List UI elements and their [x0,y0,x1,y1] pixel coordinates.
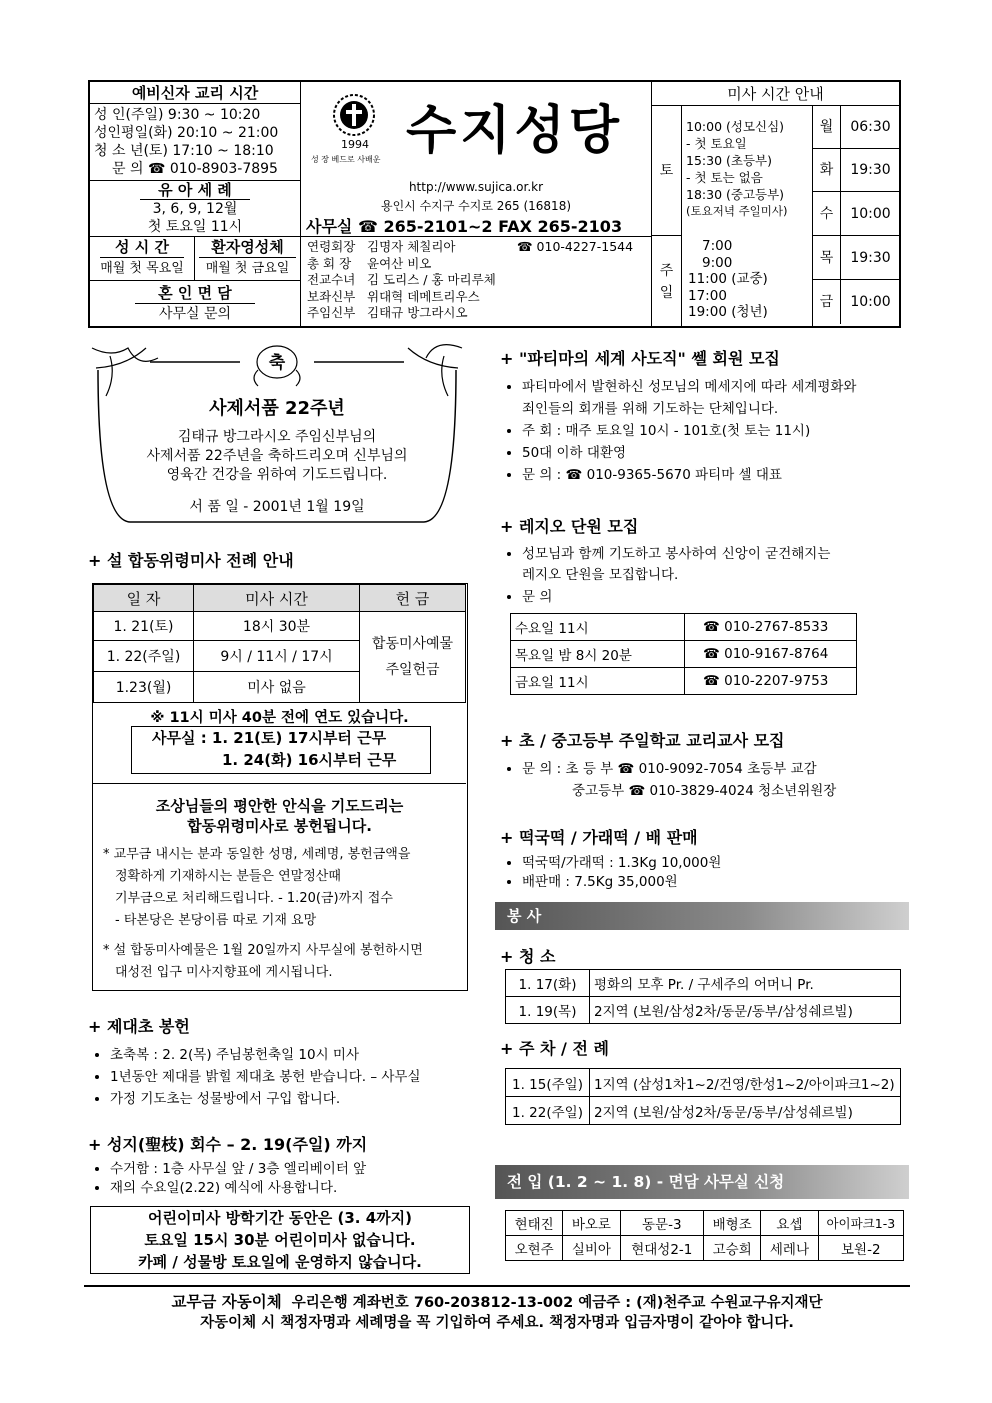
memorial-box-title: 조상님들의 평안한 안식을 기도드리는 합동위령미사로 봉헌됩니다. [155,797,404,835]
footer: 교무금 자동이체 우리은행 계좌번호 760-203812-13-002 예금주 : (재)천주교 수원교구유지재단 자동이체 시 책정자명과 세례명을 꼭 기입하여 주세요. 책정자명과 입금자명이 같아야 합니다. [171,1293,823,1331]
list-item: • 파티마에서 발현하신 성모님의 메세지에 따라 세계평화와 [522,376,910,398]
list-item: • 재의 수요일(2.22) 예식에 사용합니다. [110,1179,478,1198]
parish-address: 용인시 수지구 수지로 265 (16818) [380,199,572,213]
candle-list [88,1044,478,1110]
cross-logo-icon [331,92,377,138]
teachers-list [500,758,910,802]
catechism-line: 청 소 년(토) 17:10 ~ 18:10 [94,143,274,159]
staff-row: 보좌신부 위대혁 데메트리우스 [307,288,480,304]
confession-title: 성 시 간 [100,237,184,258]
staff-list [301,236,651,326]
list-item: • 1년동안 제대를 밝힐 제대초 봉헌 받습니다. – 사무실 [110,1066,478,1088]
parish-url: http://www.sujica.or.kr [408,180,544,194]
cleaning-table [505,969,901,1024]
list-item: 중고등부 ☎ 010-3829-4024 청소년위원장 [572,783,837,799]
infant-baptism [90,180,300,236]
catechism-times [90,104,300,180]
parking-title: + 주 차 / 전 례 [500,1039,609,1058]
fatima-list [500,376,910,486]
marriage-title: 혼 인 면 담 [135,283,255,304]
marriage-when: 사무실 문의 [158,306,232,322]
weekday-times [812,106,900,326]
list-item: • 문 의 : 초 등 부 ☎ 010-9092-7054 초등부 교감 [522,758,910,780]
infant-baptism-months: 3, 6, 9, 12월 [152,201,238,217]
logo-caption: 성 장 베드로 사배운 [311,155,381,164]
teachers-title: + 초 / 중고등부 주일학교 교리교사 모집 [500,731,785,750]
table-row: 현태진 바오로 동문-3 배형조 요셉 아이파크1-3 [506,1211,904,1236]
palm-title: + 성지(聖枝) 회수 – 2. 19(주일) 까지 [88,1135,368,1154]
staff-row: 총 회 장 윤여산 비오 [307,255,432,271]
table-row: 1. 17(화) 평화의 모후 Pr. / 구세주의 어머니 Pr. [506,970,901,997]
mass-title: 미사 시간 안내 [652,82,899,106]
celebration-badge: 축 [268,353,286,373]
cleaning-title: + 청 소 [500,947,556,966]
list-item: 레지오 단원을 모집합니다. [522,567,679,583]
service-bar: 봉 사 [495,902,909,930]
infant-baptism-when: 첫 토요일 11시 [147,219,243,235]
table-row: 1. 15(주일) 1지역 (삼성1차1~2/건영/한성1~2/아이파크1~2) [506,1069,901,1097]
confession-when: 매월 첫 목요일 [100,261,184,276]
list-item: • 수거함 : 1층 사무실 앞 / 3층 엘리베이터 앞 [110,1160,478,1179]
table-row: 수요일 11시 ☎ 010-2767-8533 [511,614,857,641]
vacation-notice: 어린이미사 방학기간 동안은 (3. 4까지) 토요일 15시 30분 어린이미사 없습니다. 카페 / 성물방 토요일에 운영하지 않습니다. [90,1206,470,1274]
table-row: 목요일 밤 8시 20분 ☎ 010-9167-8764 [511,641,857,668]
bulletin-header [88,80,901,328]
list-item: • 성모님과 함께 기도하고 봉사하여 신앙이 굳건해지는 [522,544,910,565]
catechism-line: 성 인(주일) 9:30 ~ 10:20 [94,107,261,123]
logo-year: 1994 [341,138,369,151]
memorial-box-notes: * 교무금 내시는 분과 동일한 성명, 세례명, 봉헌금액을 정확하게 기재하시는 분들은 연말정산때 기부금으로 처리해드립니다. - 1.20(금)까지 접수 - 타본당은 본당이름 따로 기재 요망 * 설 합동미사예물은 1월 20일까지 사무실에 봉헌하시면 대성전 입구 미사지향표에 게시됩니다. [103,847,423,980]
office-hours-box: 사무실 : 1. 21(토) 17시부터 근무 1. 24(화) 16시부터 근무 [131,726,431,774]
confession-sick-row [90,236,300,280]
table-row: 금요일 11시 ☎ 010-2207-9753 [511,668,857,695]
sick-anointing-when: 매월 첫 금요일 [205,261,290,276]
footer-rule [84,1285,910,1287]
move-in-table [505,1210,904,1261]
legio-table [510,613,857,695]
ricecake-list [500,854,910,892]
list-item: • 배판매 : 7.5Kg 35,000원 [522,873,910,892]
marriage [90,280,300,324]
table-row: 오현주 실비아 현대성2-1 고승희 세레나 보원-2 [506,1236,904,1261]
palm-list [88,1160,478,1198]
catechism-line: 성인평일(화) 20:10 ~ 21:00 [94,125,279,141]
weekday-row: 화 19:30 [813,149,900,192]
list-item: • 문 의 [522,586,910,608]
weekday-row: 월 06:30 [813,106,900,149]
ordination-date: 서 품 일 - 2001년 1월 19일 [189,499,365,515]
anniversary-title: 사제서품 22주년 [209,398,345,419]
candle-title: + 제대초 봉헌 [88,1017,190,1036]
table-row: 1. 21(토) 18시 30분 합동미사예물 주일헌금 [94,612,466,641]
confession [90,237,195,280]
anniversary-card [90,340,464,530]
sick-anointing [195,237,300,280]
list-item: • 가정 기도초는 성물방에서 구입 합니다. [110,1088,478,1110]
table-row: 1. 22(주일) 2지역 (보원/삼성2차/동문/동부/삼성쉐르빌) [506,1097,901,1125]
fatima-title: + "파티마의 세계 사도직" 쎌 회원 모집 [500,349,780,368]
mass-times [651,82,899,326]
catechism-title: 예비신자 교리 시간 [90,82,300,104]
parish-logo [331,92,377,138]
office-phone: 사무실 ☎ 265-2101~2 FAX 265-2103 [306,217,623,236]
legio-list [500,544,910,608]
memorial-note: ※ 11시 미사 40분 전에 연도 있습니다. [150,710,409,726]
list-item: • 50대 이하 대환영 [522,442,910,464]
seol-mass-title: + 설 합동위령미사 전례 안내 [88,551,294,570]
infant-baptism-title: 유 아 세 례 [140,181,250,200]
weekday-row: 금 10:00 [813,280,900,324]
list-item: • 문 의 : ☎ 010-9365-5670 파티마 셀 대표 [522,464,910,486]
saturday-times: 10:00 (성모신심) - 첫 토요일 15:30 (초등부) - 첫 토는 없음 18:30 (중고등부) (토요저녁 주일미사) [686,119,788,218]
sunday-label: 주 일 [652,236,682,326]
table-row: 1.23(월) 미사 없음 [94,672,466,703]
staff-row: 전교수녀 김 도리스 / 홍 마리루체 [307,272,496,287]
list-item: 죄인들의 회개를 위해 기도하는 단체입니다. [522,401,779,417]
weekday-row: 수 10:00 [813,192,900,236]
anniversary-body: 김태규 방그라시오 주임신부님의 사제서품 22주년을 축하드리오며 신부님의 영육간 건강을 위하여 기도드립니다. [146,429,408,483]
catechism-phone: 문 의 ☎ 010-8903-7895 [112,161,278,177]
sick-anointing-title: 환자영성체 [199,237,296,258]
list-item: • 떡국떡/가래떡 : 1.3Kg 10,000원 [522,854,910,873]
parking-table [505,1068,901,1125]
parish-name: 수지성당 [406,101,623,161]
staff-row: 주임신부 김태규 방그라시오 [307,305,468,320]
sunday-times: 7:00 9:00 11:00 (교중) 17:00 19:00 (청년) [688,238,768,320]
table-row: 1. 19(목) 2지역 (보원/삼성2차/동문/동부/삼성쉐르빌) [506,997,901,1024]
info-left-block [90,82,301,326]
ricecake-title: + 떡국떡 / 가래떡 / 배 판매 [500,828,698,847]
weekday-row: 목 19:30 [813,236,900,280]
seol-mass-box [92,583,468,991]
list-item: • 초축복 : 2. 2(목) 주님봉헌축일 10시 미사 [110,1044,478,1066]
seol-mass-table: 일 자 미사 시간 헌 금 1. 21(토) 18시 30분 합동미사예물 주일헌금 1. 22(주일) 9시 / 11시 / 17시 1.23(월) 미사 없음 [93,584,466,703]
legio-title: + 레지오 단원 모집 [500,517,639,536]
staff-row: 연령회장 김명자 체칠리아 ☎ 010-4227-1544 [307,239,634,254]
list-item: • 주 회 : 매주 토요일 10시 - 101호(첫 토는 11시) [522,420,910,442]
table-row: 1. 22(주일) 9시 / 11시 / 17시 [94,641,466,672]
move-in-bar: 전 입 (1. 2 ~ 1. 8) - 면담 사무실 신청 [495,1165,909,1199]
saturday-label: 토 [652,106,682,236]
